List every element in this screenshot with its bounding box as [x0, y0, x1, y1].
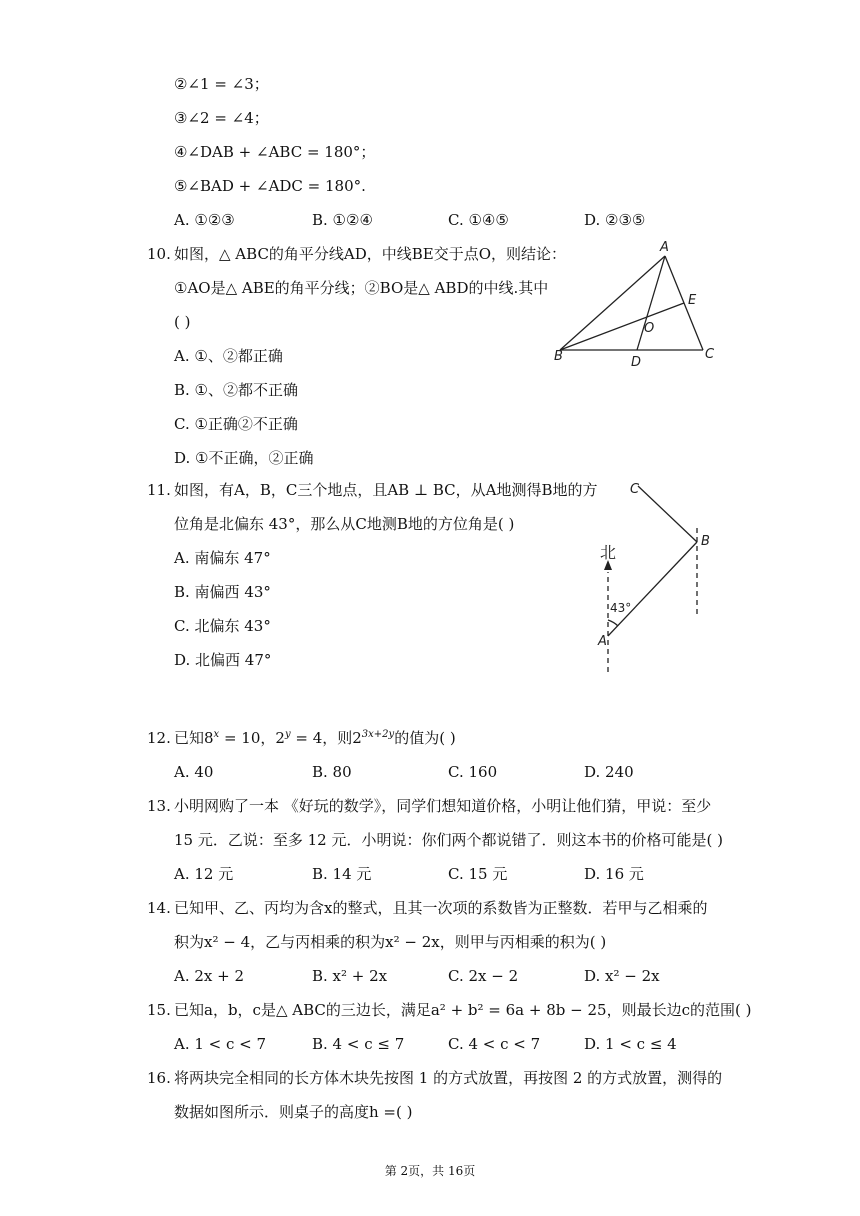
label-c: C	[630, 482, 640, 497]
q12-number: 12.	[147, 729, 171, 747]
q10-option-a: A. ①、②都正确	[174, 347, 283, 365]
q16-stem-line1: 将两块完全相同的长方体木块先按图 1 的方式放置，再按图 2 的方式放置，测得的	[174, 1069, 723, 1087]
q11-number: 11.	[147, 481, 171, 499]
q12-option-b: B. 80	[312, 763, 352, 781]
q10-option-c: C. ①正确②不正确	[174, 415, 298, 433]
q12-exponent-y: y	[284, 729, 291, 740]
q9-item-2: ②∠1 = ∠3；	[174, 75, 269, 93]
q9-option-a: A. ①②③	[174, 211, 235, 229]
q9-option-c: C. ①④⑤	[448, 211, 509, 229]
q15-stem-line1: 已知a，b，c是△ ABC的三边长，满足a² + b² = 6a + 8b − 25，则最长边c的范围( )	[174, 1001, 752, 1019]
q12-exponent-expression: 3x+2y	[361, 729, 395, 740]
q13-option-a: A. 12 元	[174, 865, 234, 883]
segment-bc	[638, 486, 697, 542]
q10-stem-line3: ( )	[174, 313, 191, 331]
q10-option-d: D. ①不正确，②正确	[174, 449, 314, 467]
q10-option-b: B. ①、②都不正确	[174, 381, 299, 399]
q10-stem-line2: ①AO是△ ABE的角平分线；②BO是△ ABD的中线.其中	[174, 279, 549, 297]
q13-option-b: B. 14 元	[312, 865, 372, 883]
label-b: B	[554, 349, 563, 364]
q14-option-d: D. x² − 2x	[584, 967, 660, 985]
q12-stem-part3: = 4，则2	[290, 729, 362, 747]
q13-option-c: C. 15 元	[448, 865, 508, 883]
q11-option-d: D. 北偏西 47°	[174, 651, 272, 669]
angle-label: 43°	[610, 601, 632, 615]
label-o: O	[644, 321, 655, 336]
q12-option-a: A. 40	[174, 763, 214, 781]
page-footer: 第 2页，共 16页	[384, 1164, 476, 1178]
q11-stem-line1: 如图，有A，B，C三个地点，且AB ⊥ BC，从A地测得B地的方	[174, 481, 598, 499]
q12-stem	[174, 728, 456, 748]
q14-stem-line2: 积为x² − 4，乙与丙相乘的积为x² − 2x，则甲与丙相乘的积为( )	[174, 933, 607, 951]
q15-option-d: D. 1 < c ≤ 4	[584, 1035, 677, 1053]
q12-stem-part1: 已知8	[174, 729, 214, 747]
label-b: B	[701, 534, 710, 549]
q16-stem-line2: 数据如图所示．则桌子的高度h =( )	[174, 1103, 413, 1121]
q13-option-d: D. 16 元	[584, 865, 644, 883]
angle-arc	[608, 620, 618, 626]
q13-number: 13.	[147, 797, 171, 815]
q12-stem-part2: = 10，2	[219, 729, 285, 747]
q11-option-c: C. 北偏东 43°	[174, 617, 271, 635]
q10-number: 10.	[147, 245, 171, 263]
q16-number: 16.	[147, 1069, 171, 1087]
q12-option-c: C. 160	[448, 763, 498, 781]
q15-option-b: B. 4 < c ≤ 7	[312, 1035, 405, 1053]
label-c: C	[705, 347, 715, 362]
segment-ab	[608, 542, 697, 636]
label-d: D	[631, 355, 642, 370]
q11-option-b: B. 南偏西 43°	[174, 583, 271, 601]
q10-triangle-figure	[548, 236, 728, 372]
q15-number: 15.	[147, 1001, 171, 1019]
north-label: 北	[600, 543, 617, 562]
q11-option-a: A. 南偏东 47°	[174, 549, 271, 567]
segment-be	[560, 303, 684, 350]
q14-number: 14.	[147, 899, 171, 917]
q12-option-d: D. 240	[584, 763, 634, 781]
q14-option-c: C. 2x − 2	[448, 967, 519, 985]
q10-stem-line1: 如图，△ ABC的角平分线AD，中线BE交于点O，则结论：	[174, 245, 567, 263]
q9-item-5: ⑤∠BAD + ∠ADC = 180°.	[174, 177, 366, 195]
q12-stem-part4: 的值为( )	[394, 729, 456, 747]
q14-stem-line1: 已知甲、乙、丙均为含x的整式，且其一次项的系数皆为正整数．若甲与乙相乘的	[174, 899, 708, 917]
q9-option-b: B. ①②④	[312, 211, 373, 229]
q9-item-3: ③∠2 = ∠4；	[174, 109, 269, 127]
label-a: A	[598, 634, 607, 649]
q9-option-d: D. ②③⑤	[584, 211, 646, 229]
q11-stem-line2: 位角是北偏东 43°，那么从C地测B地的方位角是( )	[174, 515, 515, 533]
q9-item-4: ④∠DAB + ∠ABC = 180°；	[174, 143, 376, 161]
q14-option-a: A. 2x + 2	[174, 967, 245, 985]
label-e: E	[688, 293, 697, 308]
q15-option-a: A. 1 < c < 7	[174, 1035, 267, 1053]
q15-option-c: C. 4 < c < 7	[448, 1035, 541, 1053]
q13-stem-line2: 15 元．乙说：至多 12 元．小明说：你们两个都说错了．则这本书的价格可能是( )	[174, 831, 723, 849]
label-a: A	[660, 240, 669, 255]
q14-option-b: B. x² + 2x	[312, 967, 388, 985]
q13-stem-line1: 小明网购了一本 《好玩的数学》，同学们想知道价格，小明让他们猜，甲说：至少	[174, 797, 712, 815]
q11-bearing-figure	[590, 474, 720, 678]
q12-exponent-x: x	[213, 729, 220, 740]
